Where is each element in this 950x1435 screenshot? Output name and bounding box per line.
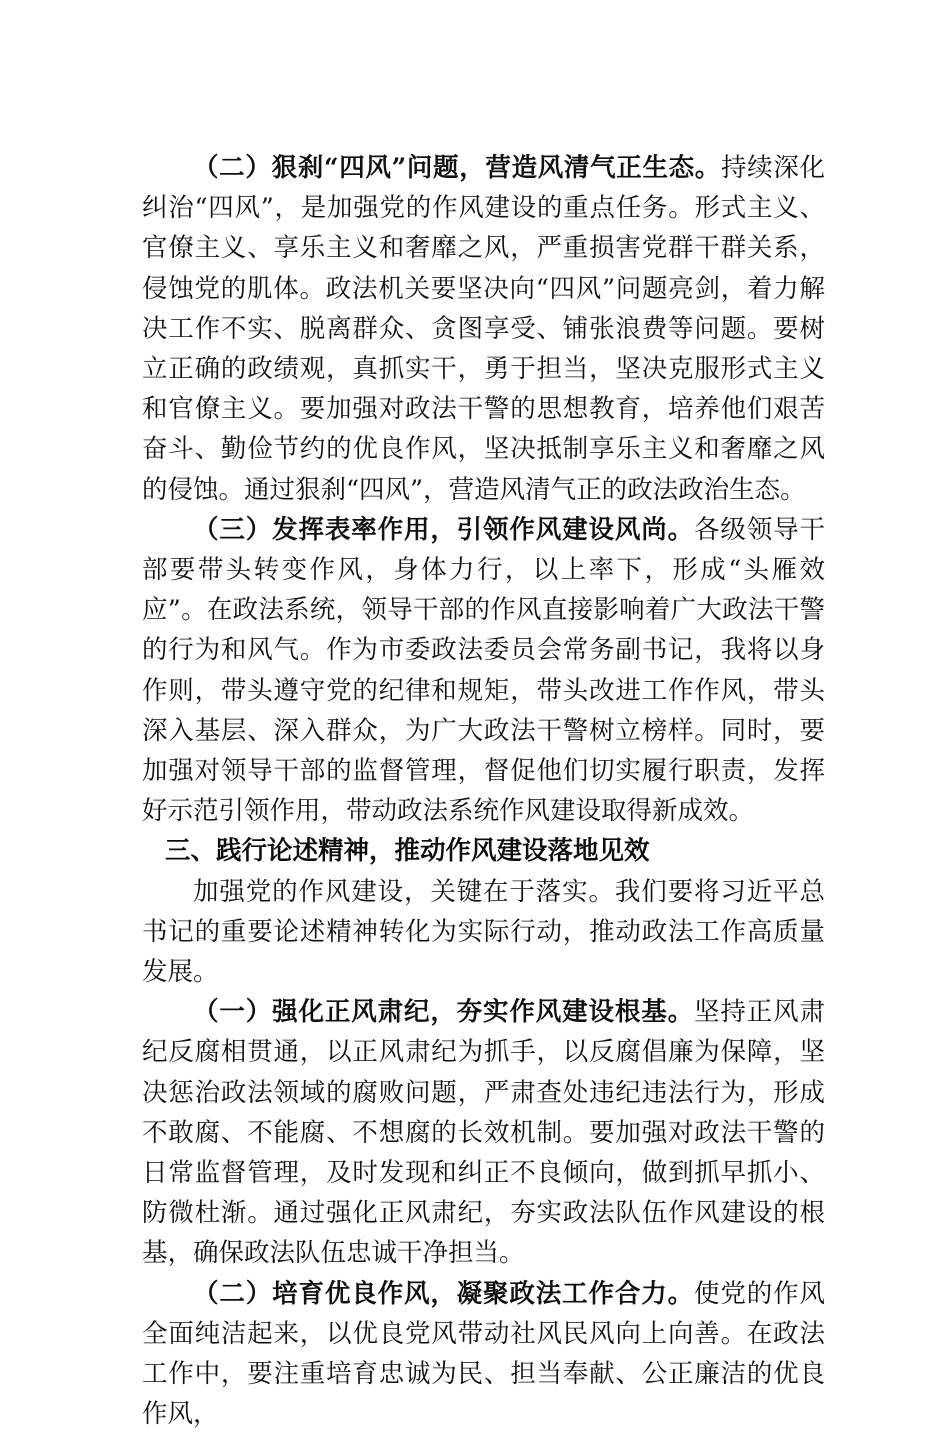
paragraph-lead: （二）培育优良作风，凝聚政法工作合力。 xyxy=(193,1278,694,1309)
paragraph-discipline xyxy=(142,992,825,1273)
paragraph-lead: （一）强化正风肃纪，夯实作风建设根基。 xyxy=(193,997,694,1028)
section-heading: 三、践行论述精神，推动作风建设落地见效 xyxy=(164,836,650,867)
paragraph-good-style xyxy=(142,1274,825,1435)
paragraph-text: 坚持正风肃纪反腐相贯通，以正风肃纪为抓手，以反腐倡廉为保障，坚决惩治政法领域的腐败问题，严肃查处违纪违法行为，形成不敢腐、不能腐、不想腐的长效机制。要加强对政法干警的日常监督管理，及时发现和纠正不良倾向，做到抓早抓小、防微杜渐。通过强化正风肃纪，夯实政法队伍作风建设的根基，确保政法队伍忠诚干净担当。 xyxy=(142,997,825,1269)
paragraph-four-winds xyxy=(142,148,825,510)
paragraph-exemplary-role xyxy=(142,510,825,832)
section-intro: 加强党的作风建设，关键在于落实。我们要将习近平总书记的重要论述精神转化为实际行动，推动政法工作高质量发展。 xyxy=(142,876,825,988)
paragraph-text: 使党的作风全面纯洁起来，以优良党风带动社风民风向上向善。在政法工作中，要注重培育忠诚为民、担当奉献、公正廉洁的优良作风， xyxy=(142,1278,825,1430)
paragraph-text: 各级领导干部要带头转变作风，身体力行，以上率下，形成“头雁效应”。在政法系统，领导干部的作风直接影响着广大政法干警的行为和风气。作为市委政法委员会常务副书记，我将以身作则，带头遵守党的纪律和规矩，带头改进工作作风，带头深入基层、深入群众，为广大政法干警树立榜样。同时，要加强对领导干部的监督管理，督促他们切实履行职责，发挥好示范引领作用，带动政法系统作风建设取得新成效。 xyxy=(142,514,825,827)
paragraph-lead: （二）狠刹“四风”问题，营造风清气正生态。 xyxy=(193,153,721,183)
document-body xyxy=(142,148,825,1435)
paragraph-text: 持续深化纠治“四风”，是加强党的作风建设的重点任务。形式主义、官僚主义、享乐主义和奢靡之风，严重损害党群干群关系，侵蚀党的肌体。政法机关要坚决向“四风”问题亮剑，着力解决工作不实、脱离群众、贪图享受、铺张浪费等问题。要树立正确的政绩观，真抓实干，勇于担当，坚决克服形式主义和官僚主义。要加强对政法干警的思想教育，培养他们艰苦奋斗、勤俭节约的优良作风，坚决抵制享乐主义和奢靡之风的侵蚀。通过狠刹“四风”，营造风清气正的政法政治生态。 xyxy=(142,153,825,505)
paragraph-lead: （三）发挥表率作用，引领作风建设风尚。 xyxy=(193,514,694,545)
